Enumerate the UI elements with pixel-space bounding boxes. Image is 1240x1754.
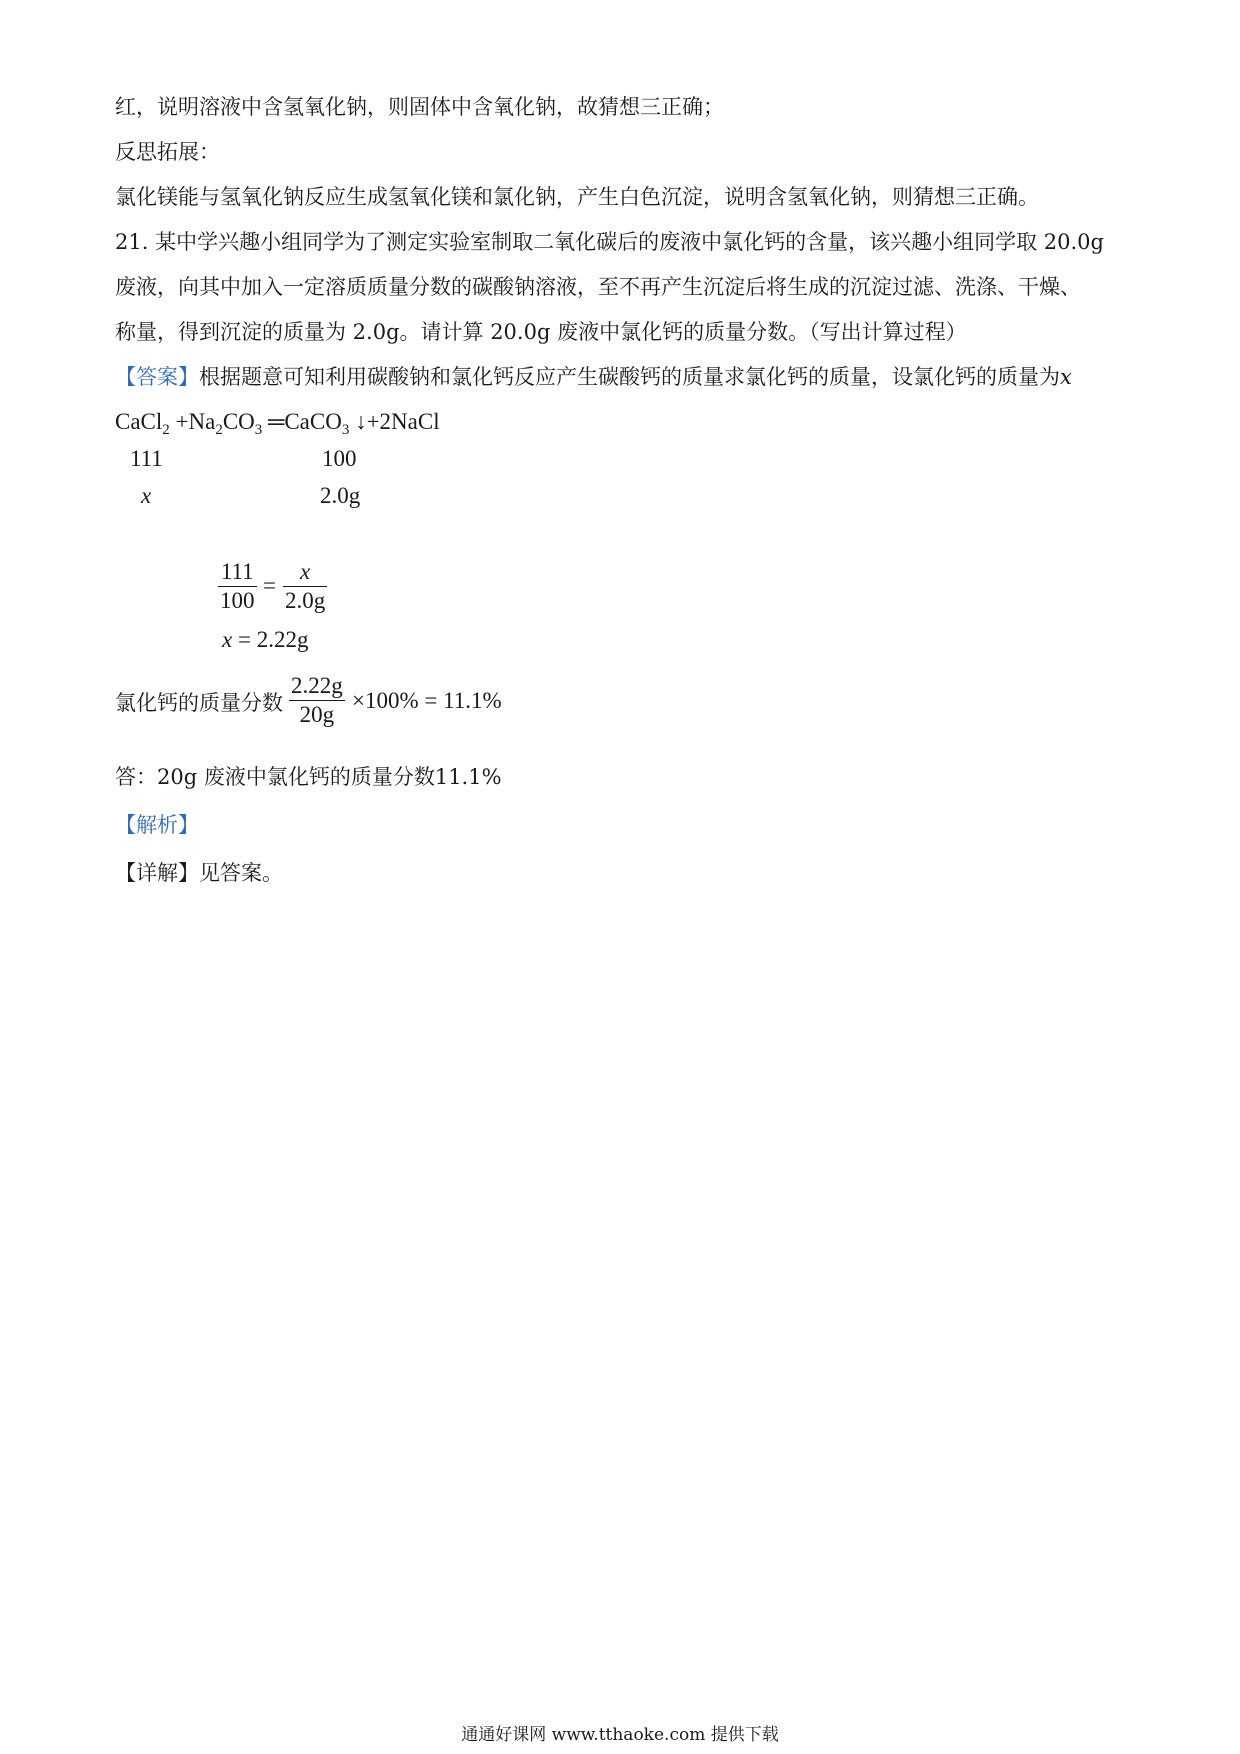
paragraph-reflection-heading: 反思拓展： [115,140,220,164]
question-21-line-3: 称量，得到沉淀的质量为 2.0g。请计算 20.0g 废液中氯化钙的质量分数。（写出计算过程） [115,320,967,344]
eq-na: +Na [169,409,216,434]
mass-fraction-den: 20g [299,702,335,727]
solution-value: = 2.22g [232,627,309,652]
chemical-equation [115,408,440,436]
unknown-x: x [141,483,152,508]
page-footer: 通通好课网 www.tthaoke.com 提供下载 [461,1725,779,1745]
detail-line [115,858,283,888]
eq-caco-sub: 3 [341,422,350,438]
solution-line [222,626,308,654]
final-answer: 答：20g 废液中氯化钙的质量分数11.1% [115,765,502,789]
detail-text: 见答案。 [199,861,283,885]
answer-variable: x [1060,365,1072,389]
mass-fraction-result: ×100% = 11.1% [352,688,502,713]
eq-co: CO [222,409,255,434]
proportion-right-num: x [283,558,327,587]
question-21-line-2: 废液，向其中加入一定溶质质量分数的碳酸钠溶液，至不再产生沉淀后将生成的沉淀过滤、洗涤、干燥、 [115,275,1081,299]
mass-fraction-num: 2.22g [289,672,345,701]
molar-mass-cacl2: 111 [130,446,163,471]
paragraph-conclusion: 红，说明溶液中含氢氧化钠，则固体中含氧化钠，故猜想三正确； [115,95,724,119]
proportion-right-den: 2.0g [285,588,326,613]
proportion-right-fraction [283,558,327,615]
mass-fraction [289,672,345,729]
known-mass: 2.0g [320,483,361,508]
eq-cacl: CaCl [115,409,163,434]
proportion-equals: = [263,573,276,598]
detail-label: 【详解】 [115,861,199,885]
answer-label: 【答案】 [115,365,199,389]
eq-na-sub: 2 [215,422,223,438]
mass-fraction-label: 氯化钙的质量分数 [115,691,283,715]
proportion-left-fraction [218,558,257,615]
proportion-left-den: 100 [220,588,255,613]
eq-caco: ═CaCO [262,409,342,434]
eq-nacl: ↓+2NaCl [349,409,440,434]
question-21-line-1: 21. 某中学兴趣小组同学为了测定实验室制取二氧化碳后的废液中氯化钙的含量，该兴趣小组同学取 20.0g [115,230,1104,254]
answer-intro [115,362,1072,392]
paragraph-reflection: 氯化镁能与氢氧化钠反应生成氢氧化镁和氯化钠，产生白色沉淀，说明含氢氧化钠，则猜想三正确。 [115,185,1039,209]
eq-co-sub: 3 [254,422,263,438]
molar-mass-caco3: 100 [322,446,357,471]
answer-intro-text: 根据题意可知利用碳酸钠和氯化钙反应产生碳酸钙的质量求氯化钙的质量，设氯化钙的质量为 [199,365,1060,389]
solution-var: x [222,627,233,652]
eq-cacl-sub: 2 [162,422,170,438]
analysis-label: 【解析】 [115,813,199,837]
proportion-left-num: 111 [218,558,257,587]
